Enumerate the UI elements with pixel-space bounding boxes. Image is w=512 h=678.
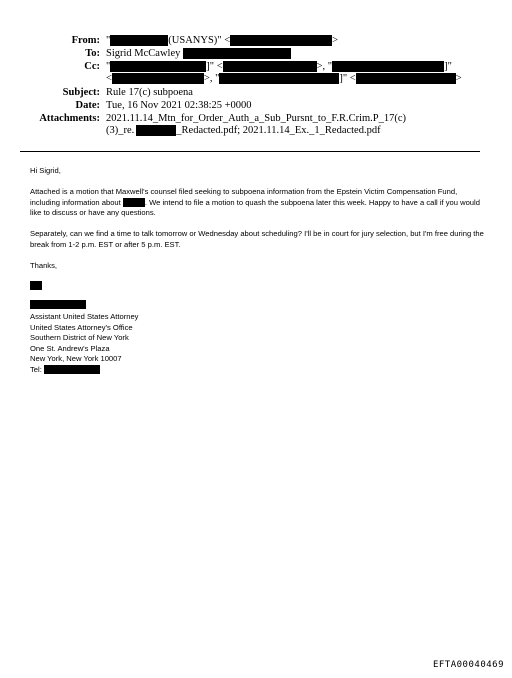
cc-text: ]" < [206,61,223,72]
redaction-block [30,300,86,309]
signature-title: Assistant United States Attorney [30,312,139,321]
to-label: To: [85,48,100,59]
to-value [106,48,291,60]
subject-value: Rule 17(c) subpoena [106,87,193,98]
header-divider [20,151,480,152]
attachments-line-2 [106,125,381,137]
attachments-label: Attachments: [39,113,100,124]
tel-label: Tel: [30,364,42,374]
from-value [106,35,338,47]
paragraph-1-a: Attached is a motion that Maxwell's counsel filed seeking to subpoena information from the Epstein Victim Compensation Fund, including information about [30,186,458,207]
attachment-text: _Redacted.pdf; 2021.11.14_Ex._1_Redacted.pdf [176,125,381,136]
redaction-block [356,73,456,84]
cc-text: " [106,61,111,72]
cc-text: ]" < [339,73,356,84]
attachment-text: (3)_re. [106,125,135,136]
paragraph-1-b: . We intend to file a motion to quash the subpoena later this week. Happy to have a call if you would like to discuss or have any questions. [30,197,480,218]
signature-tel [30,365,138,376]
cc-line-2 [106,73,462,85]
cc-text: >, " [316,61,333,72]
signature-office: United States Attorney's Office [30,322,133,332]
signature-city: New York, New York 10007 [30,354,122,364]
paragraph-1 [30,187,485,219]
document-id: EFTA00040469 [432,660,504,670]
redaction-block [44,365,100,374]
greeting: Hi Sigrid, [30,166,61,175]
email-body [30,166,485,272]
closing: Thanks, [30,260,58,270]
redaction-block [30,281,42,290]
cc-label: Cc: [84,61,100,72]
cc-text: < [106,73,112,84]
signature-district: Southern District of New York [30,333,129,343]
from-label: From: [71,35,100,46]
cc-line-1 [106,61,452,73]
date-label: Date: [75,100,100,111]
cc-text: > [455,73,462,84]
redaction-block [123,198,145,207]
from-mid: (USANYS)" < [168,35,231,46]
redaction-block [110,35,168,46]
subject-label: Subject: [62,87,100,98]
attachments-line-1: 2021.11.14_Mtn_for_Order_Auth_a_Sub_Pursnt_to_F.R.Crim.P_17(c) [106,113,407,124]
signature-street: One St. Andrew's Plaza [30,343,110,353]
signature-block [30,312,138,376]
from-prefix: " [106,35,111,46]
date-value: Tue, 16 Nov 2021 02:38:25 +0000 [106,100,252,111]
redaction-block [223,61,317,72]
redaction-block [332,61,444,72]
paragraph-2: Separately, can we find a time to talk tomorrow or Wednesday about scheduling? I'll be in court for jury selection, but I'm free during the break from 1-2 p.m. EST or after 5 p.m. EST. [30,229,484,249]
cc-text: >, " [203,73,220,84]
redaction-block [183,48,291,59]
cc-text: ]" [444,61,452,72]
redaction-block [219,73,339,84]
from-end: > [332,35,339,46]
redaction-block [136,125,176,136]
redaction-block [112,73,204,84]
to-name: Sigrid McCawley [106,48,181,59]
redaction-block [110,61,206,72]
redaction-block [230,35,332,46]
